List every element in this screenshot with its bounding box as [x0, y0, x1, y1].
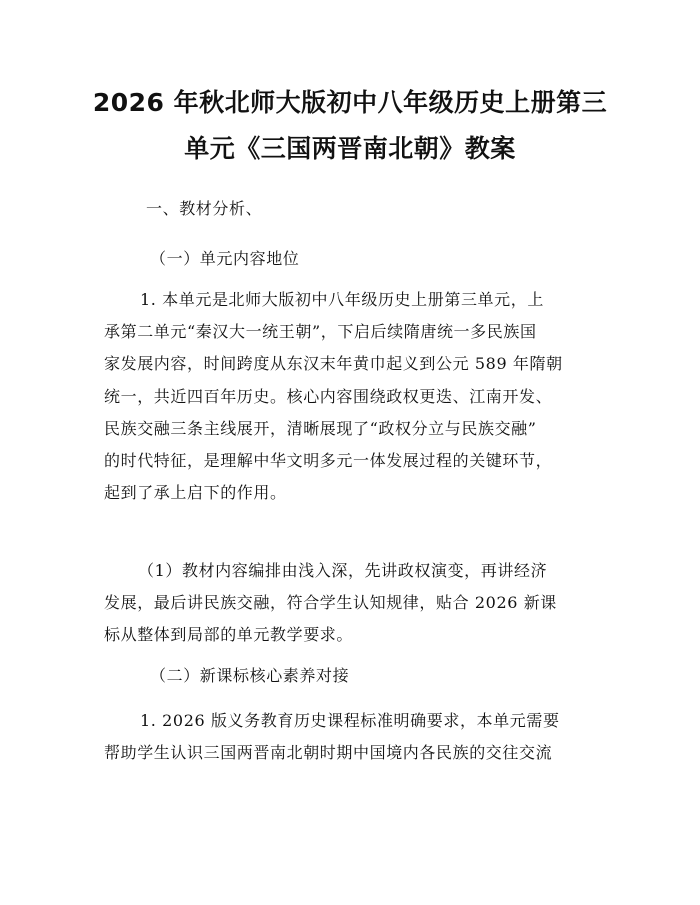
paragraph-line: 民族交融三条主线展开，清晰展现了“政权分立与民族交融” — [104, 418, 537, 438]
paragraph-line: 帮助学生认识三国两晋南北朝时期中国境内各民族的交往交流 — [104, 743, 553, 763]
paragraph-line: 起到了承上启下的作用。 — [104, 483, 287, 503]
paragraph-unit-position — [104, 284, 596, 509]
section-heading-teaching-material-analysis: 一、教材分析、 — [146, 199, 263, 218]
paragraph-line: 1. 本单元是北师大版初中八年级历史上册第三单元，上 — [140, 290, 544, 309]
paragraph-line: （1）教材内容编排由浅入深，先讲政权演变，再讲经济 — [138, 561, 548, 580]
paragraph-line: 标从整体到局部的单元教学要求。 — [104, 625, 354, 645]
paragraph-line: 的时代特征，是理解中华文明多元一体发展过程的关键环节， — [104, 451, 553, 471]
subsection-heading-unit-position: （一）单元内容地位 — [150, 249, 300, 268]
paragraph-material-arrangement — [104, 555, 596, 652]
paragraph-line: 发展，最后讲民族交融，符合学生认知规律，贴合 2026 新课 — [104, 593, 557, 613]
document-title-line-2: 单元《三国两晋南北朝》教案 — [184, 134, 516, 163]
paragraph-line: 统一，共近四百年历史。核心内容围绕政权更迭、江南开发、 — [104, 386, 553, 406]
subsection-heading-core-literacy: （二）新课标核心素养对接 — [150, 666, 350, 685]
paragraph-line: 家发展内容，时间跨度从东汉末年黄巾起义到公元 589 年隋朝 — [104, 354, 563, 374]
document-title-line-1: 2026 年秋北师大版初中八年级历史上册第三 — [92, 88, 608, 117]
paragraph-line: 1. 2026 版义务教育历史课程标准明确要求，本单元需要 — [140, 711, 560, 730]
paragraph-core-literacy — [104, 705, 596, 769]
paragraph-line: 承第二单元“秦汉大一统王朝”，下启后续隋唐统一多民族国 — [104, 322, 537, 342]
